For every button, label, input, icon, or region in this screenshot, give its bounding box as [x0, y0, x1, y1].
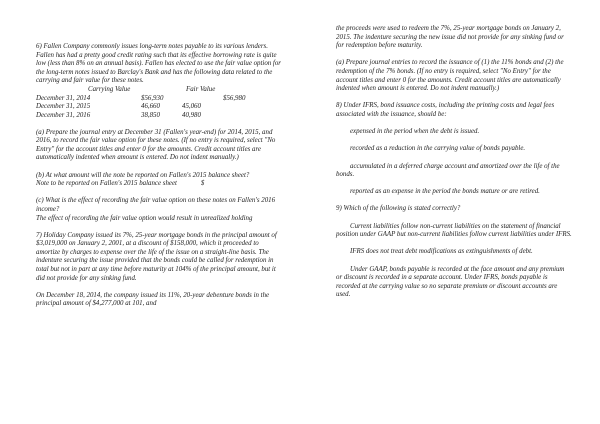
right-column	[336, 25, 572, 300]
question-8-option-4: reported as an expense in the period the bonds mature or are retired.	[350, 188, 540, 196]
question-8-option-3: accumulated in a deferred charge account and amortized over the life of the bonds.	[336, 162, 560, 179]
question-9-option-1: Current liabilities follow non-current liabilities on the statement of financial position under GAAP but non-current liabilities follow current liabilities under IFRS.	[336, 222, 572, 239]
fair-value-header: Fair Value	[186, 85, 216, 93]
question-8: 8) Under IFRS, bond issuance costs, including the printing costs and legal fees associated with the issuance, should be:	[336, 102, 555, 118]
question-6b: (b) At what amount will the note be reported on Fallen's 2015 balance sheet?	[36, 171, 250, 179]
question-6a: (a) Prepare the journal entry at December 31 (Fallen's year-end) for 2014, 2015, and 2016, to record the fair value option for these notes. (If no entry is required, select "No Entry" for the account titles and enter 0 for the amounts. Credit account titles are automatically indented when amount is entered. Do not indent manually.)	[36, 128, 276, 162]
row-date: December 31, 2015	[36, 103, 91, 111]
row-carrying: 46,660	[141, 103, 160, 111]
row-carrying: $56,930	[141, 94, 164, 102]
table-row	[36, 112, 284, 121]
carrying-value-header: Carrying Value	[88, 85, 131, 93]
table-row	[36, 95, 284, 104]
question-6b-answer-line	[36, 180, 284, 189]
question-9-option-2: IFRS does not treat debt modifications as extinguishments of debt.	[350, 248, 533, 256]
row-date: December 31, 2016	[36, 111, 91, 119]
row-date: December 31, 2014	[36, 94, 91, 102]
question-6c-answer-line: The effect of recording the fair value option would result in unrealized holding	[36, 214, 253, 222]
table-row	[36, 103, 284, 112]
question-9-option-3: Under GAAP, bonds payable is recorded at the face amount and any premium or discount is recorded in a separate account. Under IFRS, bonds payable is recorded at the carrying value so no separate premium or discount accounts are used.	[336, 265, 565, 299]
left-column	[36, 43, 284, 309]
dollar-sign: $	[200, 180, 205, 188]
question-6b-answer-label: Note to be reported on Fallen's 2015 balance sheet	[36, 180, 177, 188]
question-7a: (a) Prepare journal entries to record the issuance of (1) the 11% bonds and (2) the redemption of the 7% bonds. (If no entry is required, select "No Entry" for the account titles and enter 0 for the amounts. Credit account titles are automatically indented when amount is entered. Do not indent manually.)	[336, 59, 564, 93]
question-6c: (c) What is the effect of recording the fair value option on these notes on Fallen's 2016 income?	[36, 197, 276, 213]
question-9: 9) Which of the following is stated correctly?	[336, 205, 461, 213]
question-7-continued: On December 18, 2014, the company issued its 11%, 20-year debenture bonds in the principal amount of $4,277,000 at 101, and	[36, 291, 270, 308]
question-8-option-1: expensed in the period when the debt is issued.	[350, 128, 480, 136]
question-6-intro: 6) Fallen Company commonly issues long-term notes payable to its various lenders. Fallen has had a pretty good credit rating such that its effective borrowing rate is quite low (less than 8% on an annual basis). Fallen has elected to use the fair value option for the long-term notes issued to Barclay's Bank and has the following data related to the carrying and fair value for these notes.	[36, 43, 281, 85]
row-value-a: 45,060	[182, 103, 201, 111]
row-value-b: $56,980	[223, 94, 246, 102]
row-value-a: 40,980	[182, 111, 201, 119]
value-table-header	[36, 86, 284, 95]
row-carrying: 38,850	[141, 111, 160, 119]
question-7-continued-right: the proceeds were used to redeem the 7%, 25-year mortgage bonds on January 2, 2015. The indenture securing the new issue did not provide for any sinking fund or for redemption before maturity.	[336, 25, 564, 50]
value-table	[36, 86, 284, 120]
question-7: 7) Holiday Company issued its 7%, 25-year mortgage bonds in the principal amount of $3,019,000 on January 2, 2001, at a discount of $158,000, which it proceeded to amortize by charges to expense over the life of the issue on a straight-line basis. The indenture securing the issue provided that the bonds could be called for redemption in total but not in part at any time before maturity at 104% of the principal amount, but it did not provide for any sinking fund.	[36, 231, 277, 282]
question-8-option-2: recorded as a reduction in the carrying value of bonds payable.	[350, 145, 526, 153]
